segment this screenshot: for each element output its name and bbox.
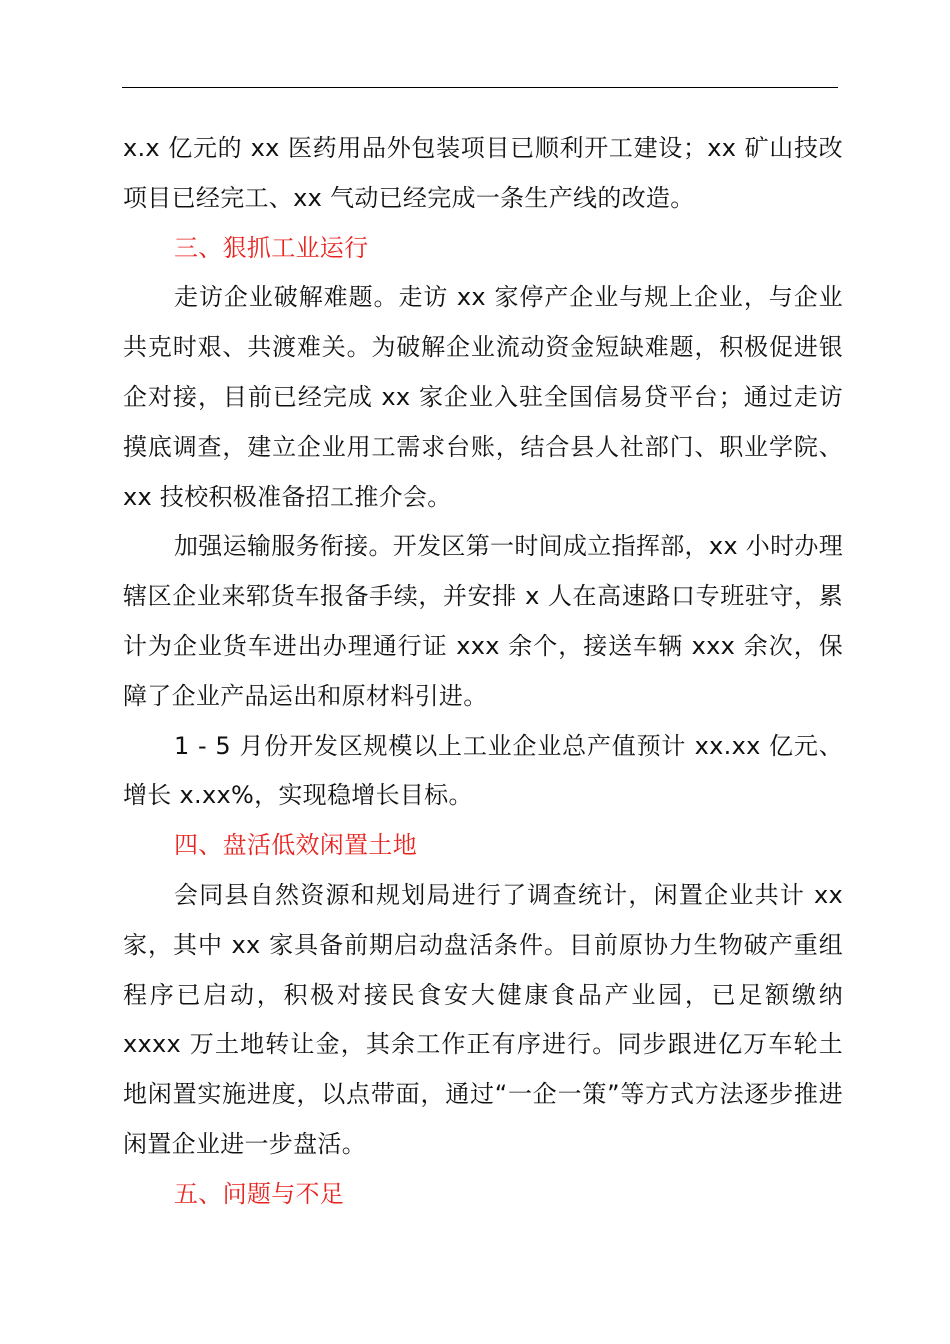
paragraph-visit-enterprises: 走访企业破解难题。走访 xx 家停产企业与规上企业，与企业共克时艰、共渡难关。为破解企业流动资金短缺难题，积极促进银企对接，目前已经完成 xx 家企业入驻全国信易贷平台；通过走访摸底调查，建立企业用工需求台账，结合县人社部门、职业学院、xx 技校积极准备招工推介会。 <box>123 283 843 511</box>
section-heading-5: 五、问题与不足 <box>174 1179 345 1208</box>
paragraph-continuation: x.x 亿元的 xx 医药用品外包装项目已顺利开工建设；xx 矿山技改项目已经完工、xx 气动已经完成一条生产线的改造。 <box>123 134 843 212</box>
paragraph-output-value: 1 - 5 月份开发区规模以上工业企业总产值预计 xx.xx 亿元、增长 x.xx%，实现稳增长目标。 <box>123 731 843 810</box>
header-rule <box>122 87 838 88</box>
document-body <box>123 124 843 1220</box>
section-heading-3: 三、狠抓工业运行 <box>174 233 369 262</box>
paragraph-transport-service: 加强运输服务衔接。开发区第一时间成立指挥部，xx 小时办理辖区企业来郓货车报备手续，并安排 x 人在高速路口专班驻守，累计为企业货车进出办理通行证 xxx 余个，接送车辆 xxx 余次，保障了企业产品运出和原材料引进。 <box>123 532 843 710</box>
paragraph-idle-land: 会同县自然资源和规划局进行了调查统计，闲置企业共计 xx 家，其中 xx 家具备前期启动盘活条件。目前原协力生物破产重组程序已启动，积极对接民食安大健康食品产业园，已足额缴纳 xxxx 万土地转让金，其余工作正有序进行。同步跟进亿万车轮土地闲置实施进度，以点带面，通过“一企一策”等方式方法逐步推进闲置企业进一步盘活。 <box>123 880 843 1158</box>
section-heading-4: 四、盘活低效闲置土地 <box>174 831 417 860</box>
